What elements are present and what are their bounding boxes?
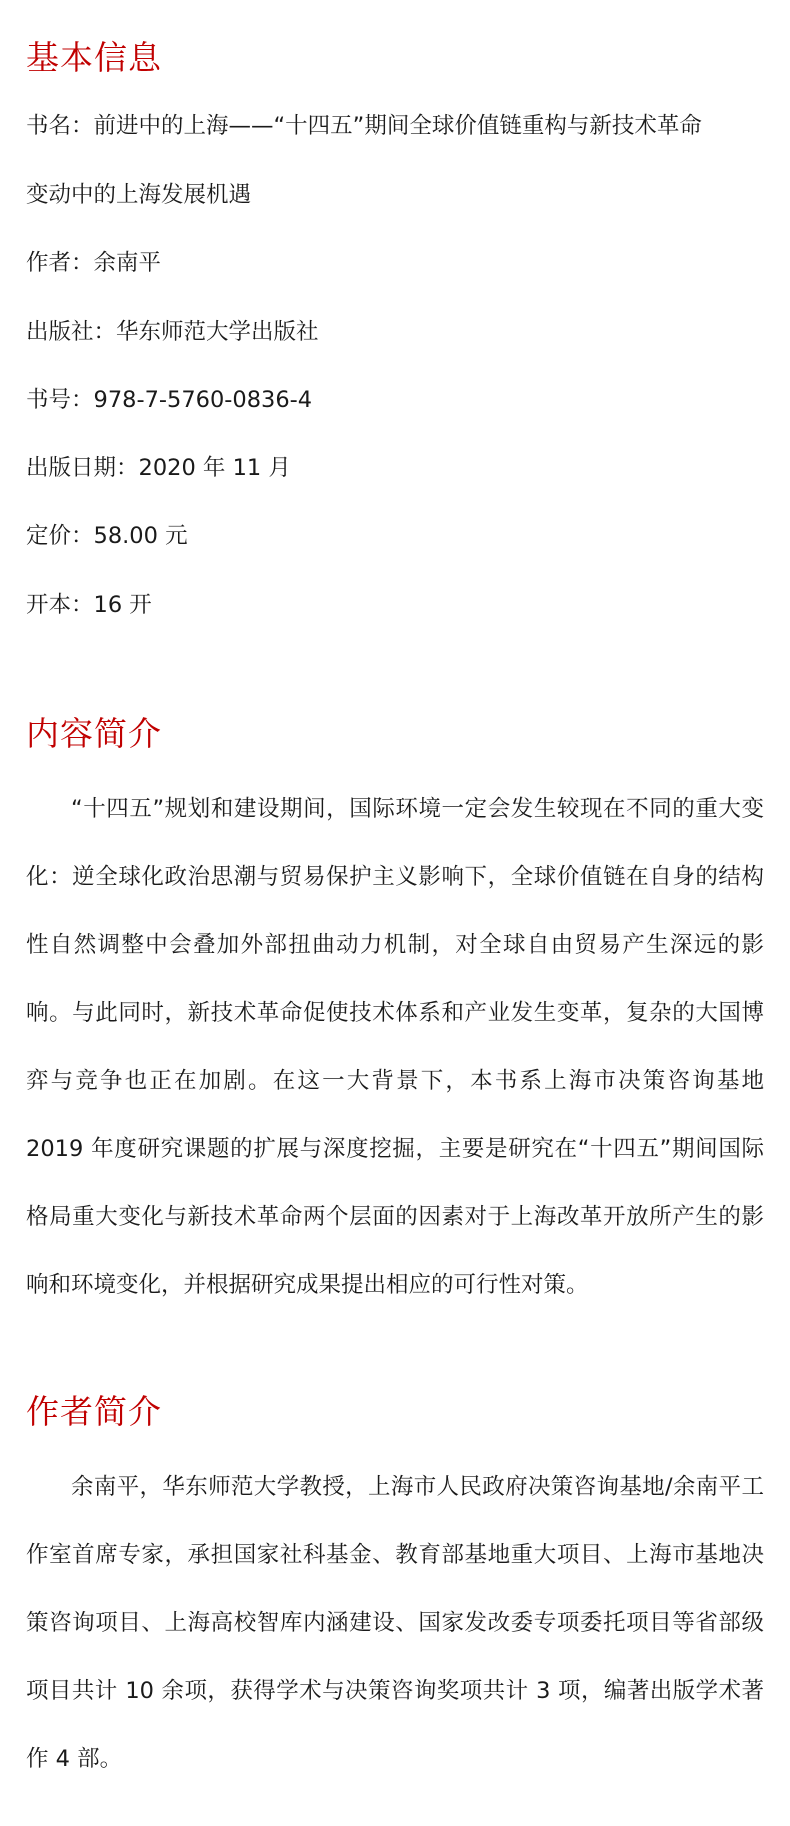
section-title-basic-info: 基本信息 [26, 38, 162, 77]
price-line: 定价：58.00 元 [26, 523, 188, 549]
content-intro-paragraph: “十四五”规划和建设期间，国际环境一定会发生较现在不同的重大变化：逆全球化政治思潮与贸易保护主义影响下，全球价值链在自身的结构性自然调整中会叠加外部扭曲动力机制，对全球自由贸易产生深远的影响。与此同时，新技术革命促使技术体系和产业发生变革，复杂的大国博弈与竞争也正在加剧。在这一大背景下，本书系上海市决策咨询基地 2019 年度研究课题的扩展与深度挖掘，主要是研究在“十四五”期间国际格局重大变化与新技术革命两个层面的因素对于上海改革开放所产生的影响和环境变化，并根据研究成果提出相应的可行性对策。 [26, 796, 764, 1298]
section-title-content-intro: 内容简介 [26, 714, 162, 753]
author-intro-paragraph: 余南平，华东师范大学教授，上海市人民政府决策咨询基地/余南平工作室首席专家，承担国家社科基金、教育部基地重大项目、上海市基地决策咨询项目、上海高校智库内涵建设、国家发改委专项委托项目等省部级项目共计 10 余项，获得学术与决策咨询奖项共计 3 项，编著出版学术著作 4 部。 [26, 1474, 764, 1772]
isbn-line: 书号：978-7-5760-0836-4 [26, 387, 313, 413]
book-name-line2: 变动中的上海发展机遇 [26, 182, 252, 208]
author-line: 作者：余南平 [26, 250, 162, 276]
author-intro-block [26, 1453, 764, 1793]
pub-date-line: 出版日期：2020 年 11 月 [26, 455, 291, 481]
book-name-line1: 书名：前进中的上海——“十四五”期间全球价值链重构与新技术革命 [26, 113, 702, 139]
content-intro-block [26, 775, 764, 1319]
section-title-author-intro: 作者简介 [26, 1392, 162, 1431]
publisher-line: 出版社：华东师范大学出版社 [26, 319, 319, 345]
format-line: 开本：16 开 [26, 592, 152, 618]
